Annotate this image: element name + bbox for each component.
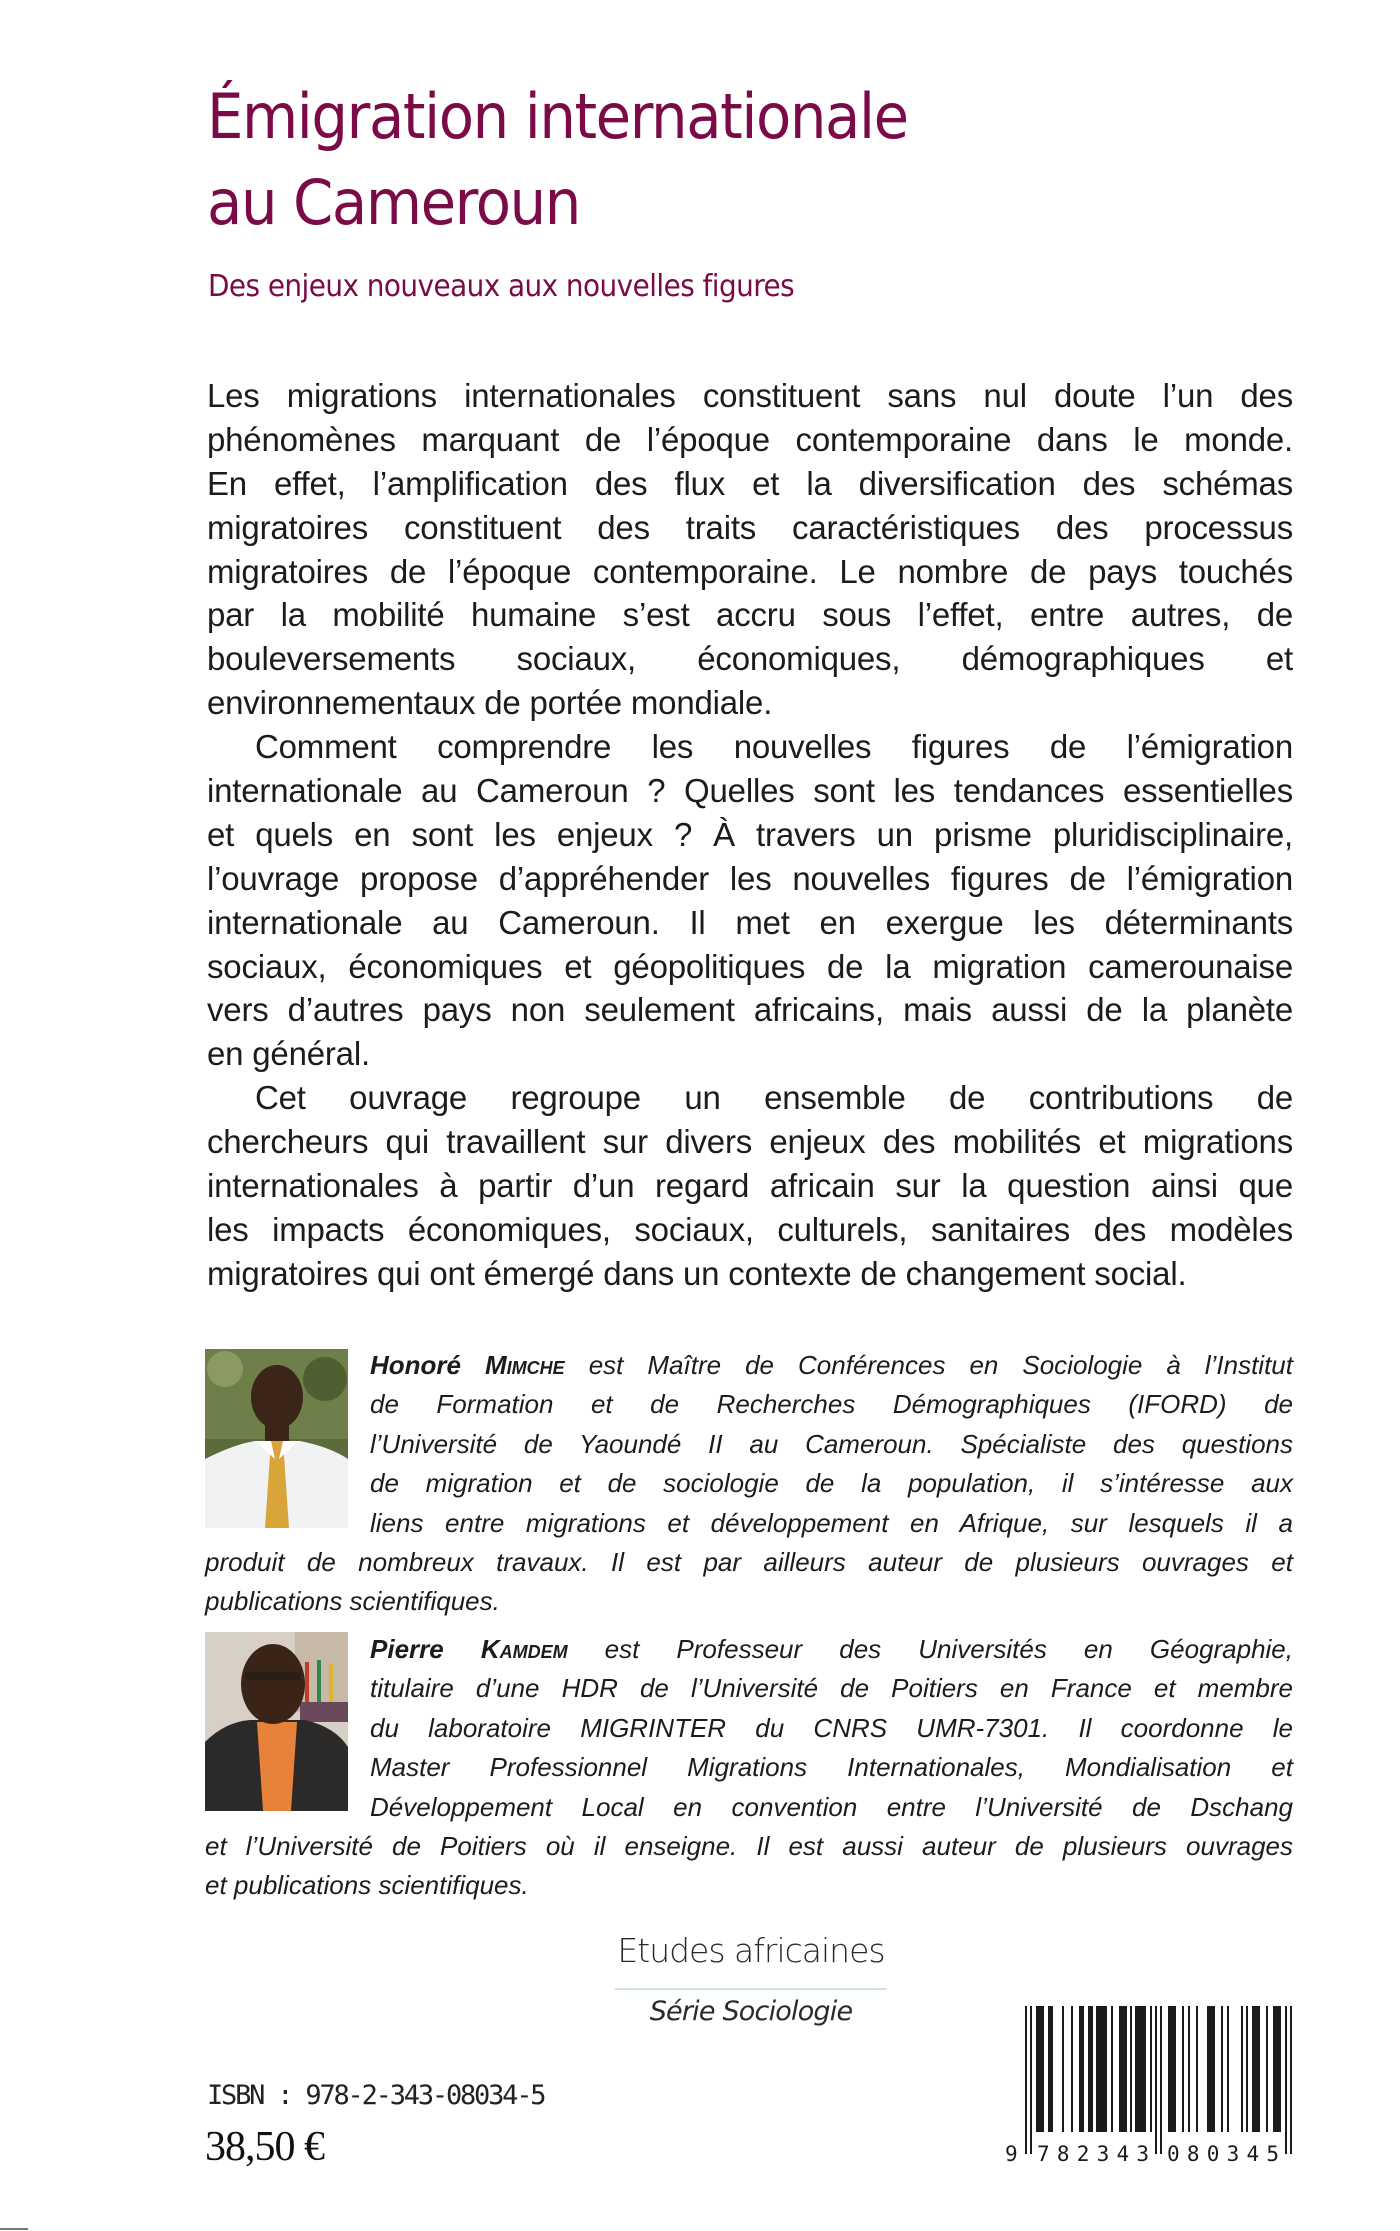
author-name: Pierre Kamdem bbox=[370, 1634, 568, 1664]
text-line: titulaire d’une HDR de l’Université de Poitiers en France et membre bbox=[370, 1673, 1293, 1704]
text-line: de migration et de sociologie de la population, il s’intéresse aux bbox=[370, 1468, 1293, 1499]
text-line: et quels en sont les enjeux ? À travers un prisme pluridisciplinaire, bbox=[207, 815, 1293, 853]
text-line: migratoires de l’époque contemporaine. Le nombre de pays touchés bbox=[207, 552, 1293, 590]
price-label: 38,50 € bbox=[205, 2124, 324, 2170]
text-line: et l’Université de Poitiers où il enseigne. Il est aussi auteur de plusieurs ouvrages bbox=[205, 1830, 1293, 1861]
summary-paragraph-3 bbox=[207, 1076, 1293, 1295]
series-name: Etudes africaines bbox=[617, 1931, 885, 1970]
subseries-name: Série Sociologie bbox=[649, 1996, 853, 2027]
barcode-digit-lead: 9 bbox=[1005, 2142, 1018, 2164]
book-subtitle: Des enjeux nouveaux aux nouvelles figures bbox=[208, 269, 795, 304]
barcode-digits-right: 080345 bbox=[1167, 2142, 1279, 2164]
text-line: Développement Local en convention entre l’Université de Dschang bbox=[370, 1791, 1293, 1822]
book-title-line-1: Émigration internationale bbox=[207, 80, 908, 153]
text-line: et publications scientifiques. bbox=[205, 1870, 529, 1901]
text-line: en général. bbox=[207, 1035, 370, 1073]
author-name: Honoré Mimche bbox=[370, 1350, 565, 1380]
text-line: internationales à partir d’un regard africain sur la question ainsi que bbox=[207, 1167, 1293, 1205]
crop-mark bbox=[0, 2228, 28, 2230]
text-line: du laboratoire MIGRINTER du CNRS UMR-7301. Il coordonne le bbox=[370, 1712, 1293, 1743]
text-line: migratoires constituent des traits caractéristiques des processus bbox=[207, 508, 1293, 546]
series-divider bbox=[615, 1988, 887, 1990]
text-line: internationale au Cameroun. Il met en exergue les déterminants bbox=[207, 903, 1293, 941]
book-title-line-2: au Cameroun bbox=[207, 166, 580, 239]
text-line: Les migrations internationales constituent sans nul doute l’un des bbox=[207, 377, 1293, 414]
text-line: migratoires qui ont émergé dans un contexte de changement social. bbox=[207, 1254, 1187, 1292]
text-line: vers d’autres pays non seulement africains, mais aussi de la planète bbox=[207, 991, 1293, 1029]
author-bio-pierre-kamdem bbox=[205, 1630, 1293, 1906]
isbn-label: ISBN : 978-2-343-08034-5 bbox=[207, 2080, 545, 2111]
author-bio-honore-mimche bbox=[205, 1346, 1293, 1622]
text-line: l’Université de Yaoundé II au Cameroun. Spécialiste des questions bbox=[370, 1428, 1293, 1459]
text-line: produit de nombreux travaux. Il est par ailleurs auteur de plusieurs ouvrages et bbox=[205, 1546, 1293, 1577]
summary-text bbox=[207, 374, 1293, 1296]
text-line: bouleversements sociaux, économiques, démographiques et bbox=[207, 640, 1293, 678]
text-line: En effet, l’amplification des flux et la diversification des schémas bbox=[207, 464, 1293, 502]
text-line: Honoré Mimche est Maître de Conférences en Sociologie à l’Institut bbox=[370, 1350, 1293, 1380]
text-line: Comment comprendre les nouvelles figures de l’émigration bbox=[255, 728, 1293, 766]
text-line: Cet ouvrage regroupe un ensemble de contributions de bbox=[255, 1079, 1293, 1117]
text-line: par la mobilité humaine s’est accru sous l’effet, entre autres, de bbox=[207, 596, 1293, 634]
text-line: sociaux, économiques et géopolitiques de la migration camerounaise bbox=[207, 947, 1293, 985]
text-line: Master Professionnel Migrations Internationales, Mondialisation et bbox=[370, 1752, 1293, 1783]
text-line: Pierre Kamdem est Professeur des Universités en Géographie, bbox=[370, 1634, 1293, 1664]
text-line: liens entre migrations et développement en Afrique, sur lesquels il a bbox=[370, 1507, 1293, 1538]
barcode-icon bbox=[1005, 2006, 1297, 2164]
text-line: internationale au Cameroun ? Quelles sont les tendances essentielles bbox=[207, 772, 1293, 810]
text-line: les impacts économiques, sociaux, culturels, sanitaires des modèles bbox=[207, 1210, 1293, 1248]
summary-paragraph-1 bbox=[207, 374, 1293, 725]
text-line: publications scientifiques. bbox=[205, 1586, 500, 1617]
text-line: l’ouvrage propose d’appréhender les nouvelles figures de l’émigration bbox=[207, 859, 1293, 897]
barcode-digits-left: 782343 bbox=[1037, 2142, 1149, 2164]
text-line: chercheurs qui travaillent sur divers enjeux des mobilités et migrations bbox=[207, 1123, 1293, 1161]
barcode bbox=[1005, 2006, 1297, 2164]
summary-paragraph-2 bbox=[207, 725, 1293, 1076]
text-line: phénomènes marquant de l’époque contemporaine dans le monde. bbox=[207, 420, 1293, 458]
text-line: environnementaux de portée mondiale. bbox=[207, 684, 773, 722]
text-line: de Formation et de Recherches Démographiques (IFORD) de bbox=[370, 1389, 1293, 1420]
